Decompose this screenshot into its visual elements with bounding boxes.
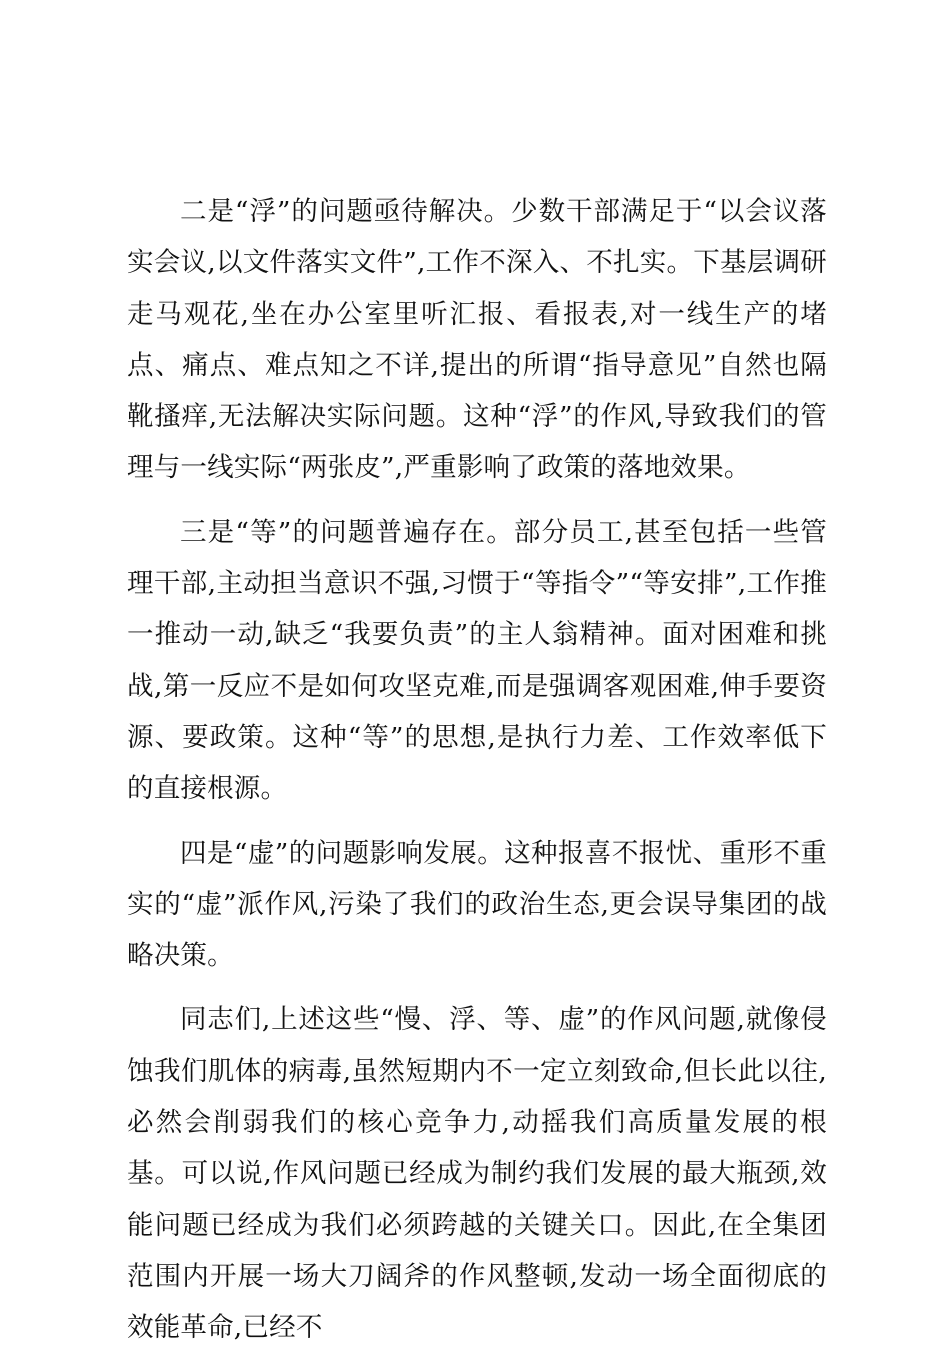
document-body xyxy=(127,186,827,1354)
paragraph-summary: 同志们,上述这些“慢、浮、等、虚”的作风问题,就像侵蚀我们肌体的病毒,虽然短期内不一定立刻致命,但长此以往,必然会削弱我们的核心竞争力,动摇我们高质量发展的根基。可以说,作风问题已经成为制约我们发展的最大瓶颈,效能问题已经成为我们必须跨越的关键关口。因此,在全集团范围内开展一场大刀阔斧的作风整顿,发动一场全面彻底的效能革命,已经不 xyxy=(127,1004,827,1344)
paragraph-xu: 四是“虚”的问题影响发展。这种报喜不报忧、重形不重实的“虚”派作风,污染了我们的政治生态,更会误导集团的战略决策。 xyxy=(127,837,827,972)
paragraph-deng: 三是“等”的问题普遍存在。部分员工,甚至包括一些管理干部,主动担当意识不强,习惯于“等指令”“等安排”,工作推一推动一动,缺乏“我要负责”的主人翁精神。面对困难和挑战,第一反应不是如何攻坚克难,而是强调客观困难,伸手要资源、要政策。这种“等”的思想,是执行力差、工作效率低下的直接根源。 xyxy=(127,516,827,805)
paragraph-fu: 二是“浮”的问题亟待解决。少数干部满足于“以会议落实会议,以文件落实文件”,工作不深入、不扎实。下基层调研走马观花,坐在办公室里听汇报、看报表,对一线生产的堵点、痛点、难点知之不详,提出的所谓“指导意见”自然也隔靴搔痒,无法解决实际问题。这种“浮”的作风,导致我们的管理与一线实际“两张皮”,严重影响了政策的落地效果。 xyxy=(127,196,827,484)
